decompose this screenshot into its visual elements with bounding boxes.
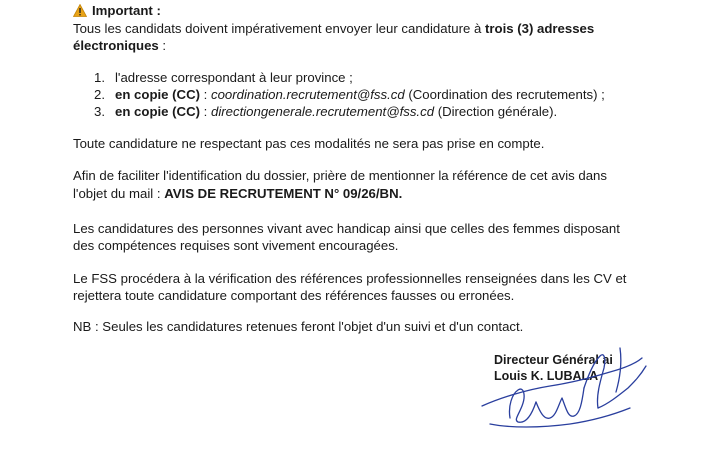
intro-colon: :: [158, 38, 167, 53]
email-coordination[interactable]: coordination.recrutement@fss.cd: [211, 87, 405, 102]
cc-label: en copie (CC): [115, 104, 200, 119]
list-item-coordination: [115, 86, 605, 104]
intro-line-2: [73, 37, 166, 55]
cc-sep: :: [200, 104, 211, 119]
signatory-name: Louis K. LUBALA: [494, 369, 599, 383]
handicap-line-1: Les candidatures des personnes vivant avec handicap ainsi que celles des femmes disposant: [73, 221, 620, 236]
cc-description: (Direction générale).: [434, 104, 558, 119]
handwritten-signature: [470, 328, 650, 438]
list-item-province: l'adresse correspondant à leur province ;: [115, 70, 353, 85]
list-item-direction: [115, 103, 557, 121]
modalites-note: Toute candidature ne respectant pas ces modalités ne sera pas prise en compte.: [73, 136, 545, 151]
reference-line-1: Afin de faciliter l'identification du dossier, prière de mentionner la référence de cet avis dans: [73, 168, 607, 183]
important-label: Important :: [92, 3, 161, 18]
important-heading: [73, 2, 161, 22]
reference-number: AVIS DE RECRUTEMENT N° 09/26/BN.: [164, 186, 403, 201]
intro-bold: trois (3) adresses: [484, 21, 595, 36]
cc-sep: :: [200, 87, 211, 102]
intro-line-1: [73, 20, 594, 38]
list-number: 1.: [94, 70, 105, 85]
verification-line-1: Le FSS procédera à la vérification des références professionnelles renseignées dans les CV et: [73, 271, 627, 286]
reference-text: l'objet du mail :: [73, 186, 165, 201]
list-number: 2.: [94, 87, 105, 102]
nb-note: NB : Seules les candidatures retenues feront l'objet d'un suivi et d'un contact.: [73, 319, 524, 334]
verification-line-2: rejettera toute candidature comportant des références fausses ou erronées.: [73, 288, 515, 303]
intro-bold-2: électroniques: [73, 38, 159, 53]
signatory-title: Directeur Général ai: [494, 353, 613, 367]
cc-description: (Coordination des recrutements) ;: [404, 87, 605, 102]
cc-label: en copie (CC): [115, 87, 200, 102]
intro-text: Tous les candidats doivent impérativement envoyer leur candidature à: [73, 21, 485, 36]
handicap-line-2: des compétences requises sont vivement encouragées.: [73, 238, 399, 253]
list-number: 3.: [94, 104, 105, 119]
reference-line-2: [73, 185, 402, 203]
email-direction[interactable]: directiongenerale.recrutement@fss.cd: [211, 104, 435, 119]
